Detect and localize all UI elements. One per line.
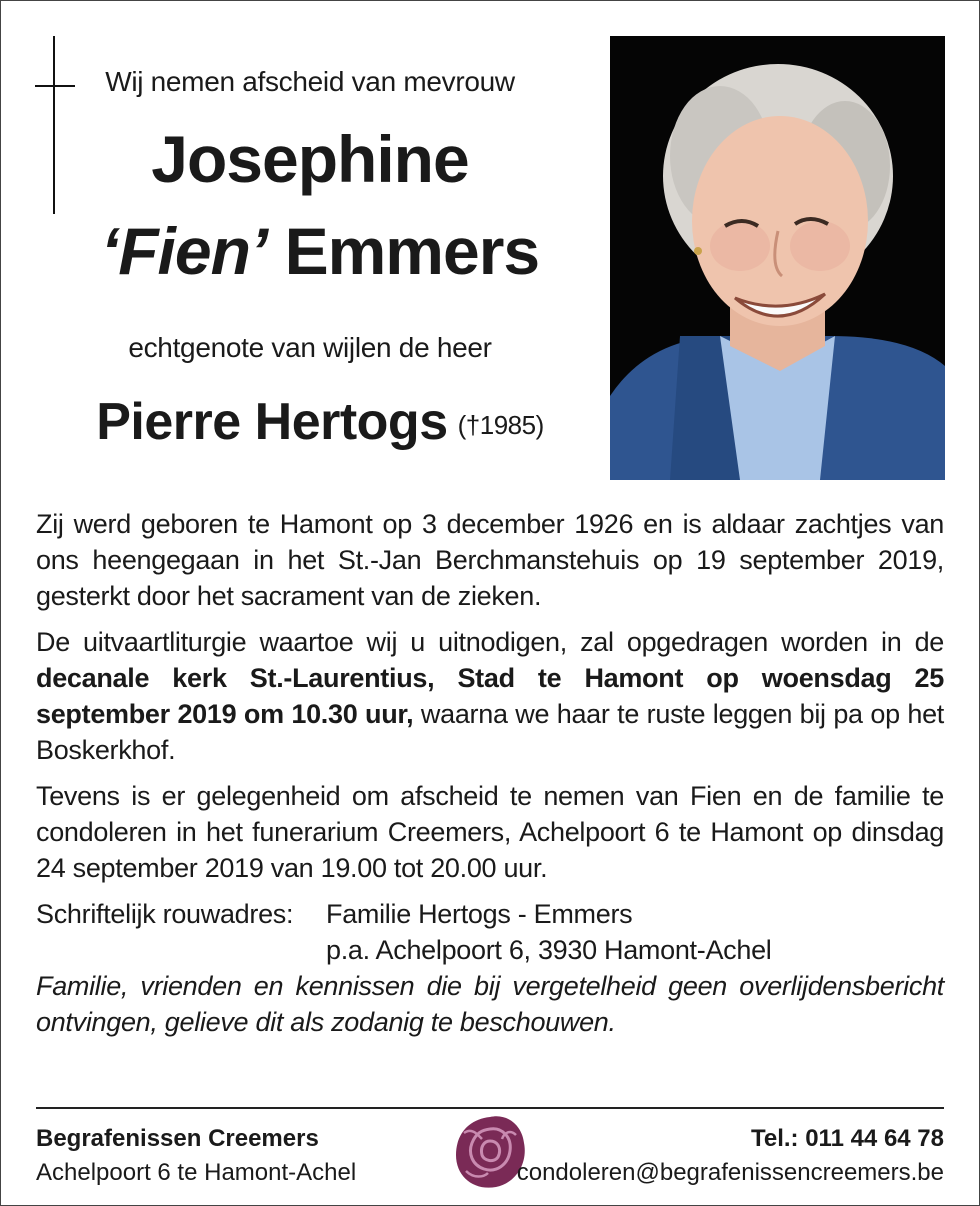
notice-body (36, 506, 944, 1050)
address-label: Schriftelijk rouwadres: (36, 899, 294, 929)
spouse-intro-text: echtgenote van wijlen de heer (128, 332, 492, 363)
phone-number[interactable]: Tel.: 011 44 64 78 (750, 1125, 944, 1152)
intro-text: Wij nemen afscheid van mevrouw (105, 66, 515, 97)
footer-contact-block (517, 1122, 944, 1190)
mourning-address (36, 896, 944, 968)
spouse-line (40, 394, 600, 451)
address-line-1: Familie Hertogs - Emmers (326, 899, 633, 929)
deceased-nickname: ‘Fien’ (100, 214, 268, 288)
address-line-2: p.a. Achelpoort 6, 3930 Hamont-Achel (326, 935, 772, 965)
spouse-name: Pierre Hertogs (96, 393, 448, 451)
footer-firm-block (36, 1122, 356, 1190)
spouse-death-year: (†1985) (457, 409, 544, 440)
deceased-first-name: Josephine (151, 122, 469, 196)
portrait-photo (610, 36, 945, 480)
funeral-text-burial: waarna we haar te ruste leggen bij pa op het Boskerkhof. (36, 699, 945, 765)
condolence-paragraph: Tevens is er gelegenheid om afscheid te nemen van Fien en de familie te condoleren in het funerarium Creemers, Achelpoort 6 te Hamont op dinsdag 24 september 2019 van 19.00 tot 20.00 uur. (36, 781, 944, 883)
birth-death-paragraph: Zij werd geboren te Hamont op 3 december 1926 en is aldaar zachtjes van ons heengegaan in het St.-Jan Berchmanstehuis op 19 september 2019, gesterkt door het sacrament van de zieken. (36, 509, 944, 611)
firm-name: Begrafenissen Creemers (36, 1125, 319, 1152)
deceased-last-name: Emmers (284, 214, 540, 288)
email-address[interactable]: condoleren@begrafenissencreemers.be (516, 1159, 944, 1186)
footer-divider (36, 1107, 944, 1109)
deceased-name-line (70, 214, 570, 288)
closing-note: Familie, vrienden en kennissen die bij vergetelheid geen overlijdensbericht ontvingen, gelieve dit als zodanig te beschouwen. (36, 971, 944, 1037)
funeral-text-intro: De uitvaartliturgie waartoe wij u uitnodigen, zal opgedragen worden in de (36, 627, 944, 657)
funeral-paragraph (36, 624, 944, 768)
funeral-location-date: decanale kerk St.-Laurentius, Stad te Hamont op woensdag 25 september 2019 om 10.30 uur, (36, 663, 944, 729)
firm-address: Achelpoort 6 te Hamont-Achel (36, 1159, 357, 1186)
